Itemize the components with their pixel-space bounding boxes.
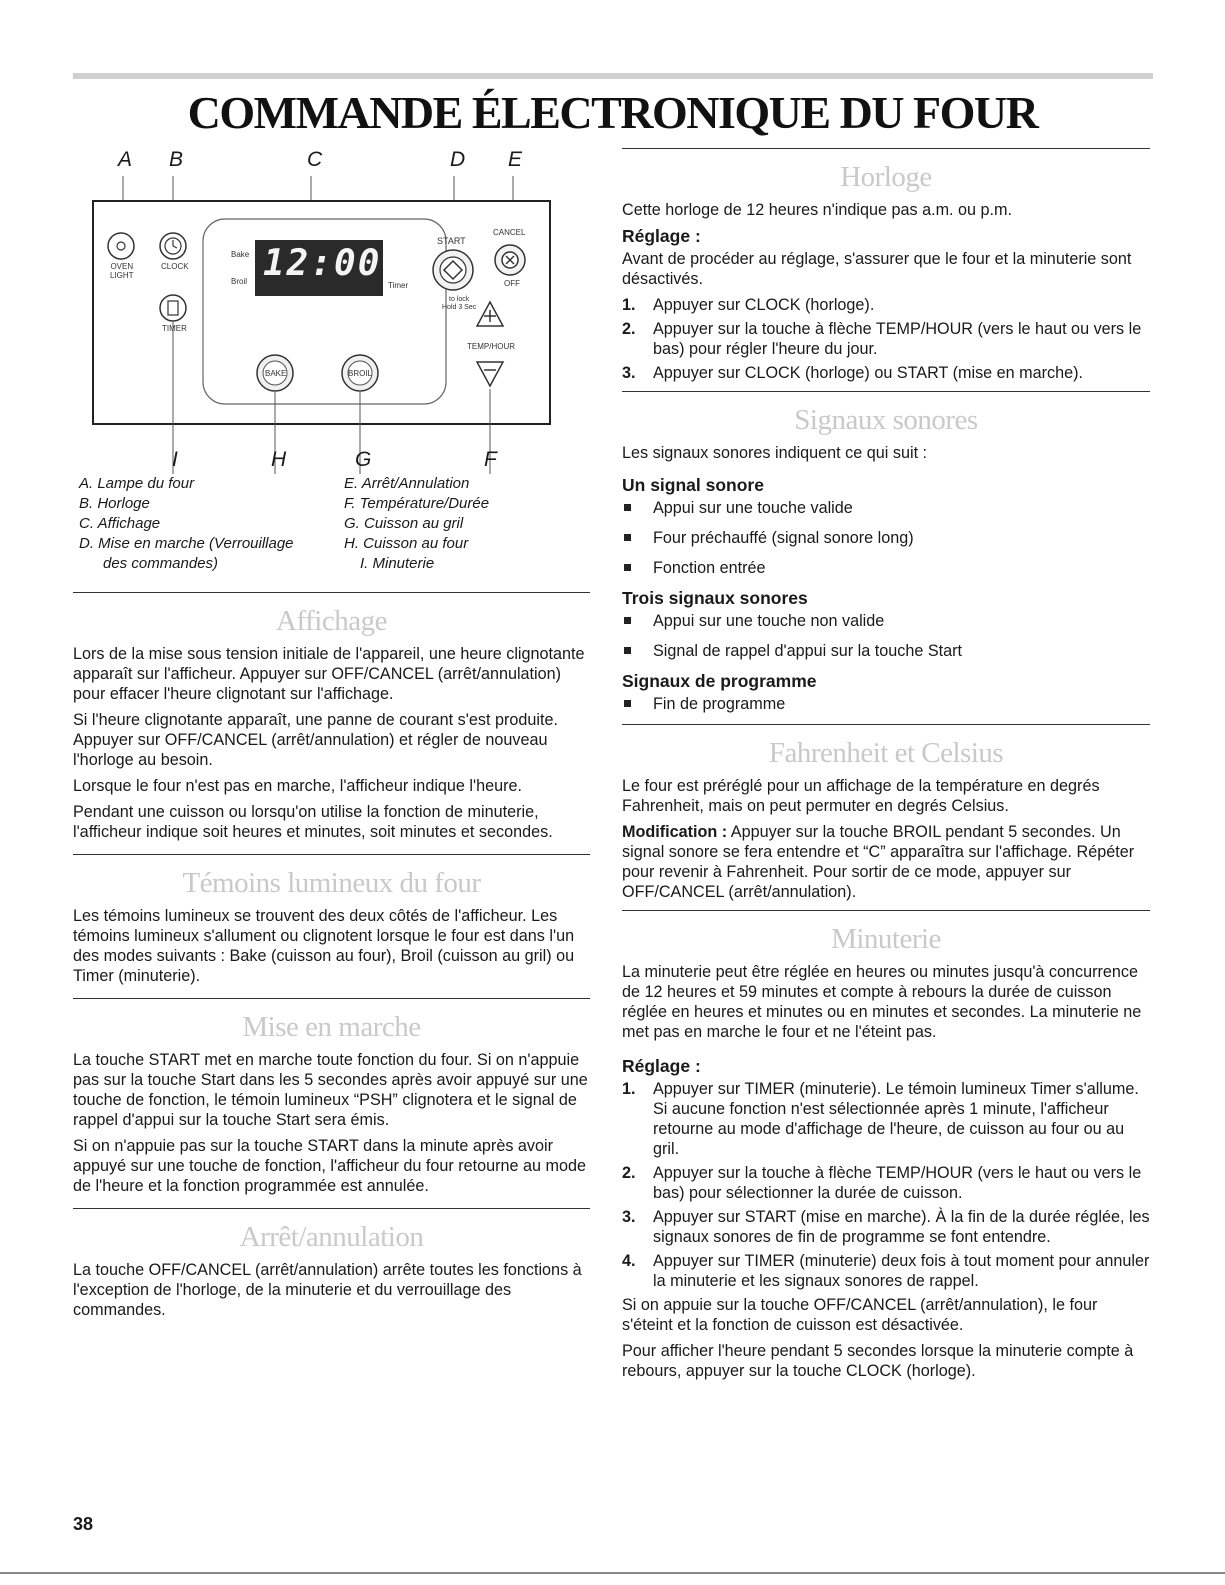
page-title: COMMANDE ÉLECTRONIQUE DU FOUR — [187, 87, 1038, 138]
list-item: Fin de programme — [622, 694, 1150, 714]
paragraph: Si on appuie sur la touche OFF/CANCEL (arrêt/annulation), le four s'éteint et la fonction de cuisson est désactivée. — [622, 1296, 1098, 1334]
section-rule — [73, 998, 590, 999]
temp-hour-label: TEMP/HOUR — [467, 342, 515, 351]
cancel-label: CANCEL — [493, 228, 526, 237]
section-rule — [73, 1208, 590, 1209]
legend-left: A. Lampe du four B. Horloge C. Affichage D. Mise en marche (Verrouillage des commandes) — [79, 475, 294, 572]
section-title-horloge: Horloge — [840, 161, 932, 193]
section-rule — [73, 854, 590, 855]
paragraph: Cette horloge de 12 heures n'indique pas a.m. ou p.m. — [622, 201, 1013, 219]
lock-label: to lock Hold 3 Sec — [442, 296, 477, 311]
clock-label: CLOCK — [161, 262, 189, 271]
section-title-signaux: Signaux sonores — [794, 404, 978, 436]
right-column — [622, 148, 1150, 1387]
bullet-list — [622, 498, 1150, 578]
callout-letter-e: E — [508, 148, 523, 171]
page-number: 38 — [73, 1514, 94, 1534]
legend-right: E. Arrêt/Annulation F. Température/Durée G. Cuisson au gril H. Cuisson au four I. Minuterie — [344, 475, 490, 572]
list-item: Fonction entrée — [622, 558, 1150, 578]
callout-letter-b: B — [169, 148, 184, 171]
steps-list — [622, 295, 1150, 383]
paragraph: La minuterie peut être réglée en heures ou minutes jusqu'à concurrence de 12 heures et 59 minutes et compte à rebours la durée de cuisson réglée en heures et minutes ou en minutes et secondes. La minuterie ne met pas en marche le four et ne l'éteint pas. — [622, 963, 1142, 1041]
list-item: 1. Appuyer sur CLOCK (horloge). — [622, 296, 875, 314]
section-title-fahrenheit: Fahrenheit et Celsius — [768, 737, 1004, 769]
callout-letter-a: A — [118, 148, 133, 171]
bottom-rule — [0, 1572, 1225, 1574]
paragraph: Lorsque le four n'est pas en marche, l'afficheur indique l'heure. — [73, 777, 523, 795]
subheading: Réglage : — [622, 1056, 701, 1076]
start-label: START — [437, 236, 466, 246]
list-item: Signal de rappel d'appui sur la touche Start — [622, 641, 1150, 661]
paragraph: Si on n'appuie pas sur la touche START dans la minute après avoir appuyé sur une touche de fonction, l'afficheur du four retourne au mode de l'heure et la fonction programmée est annulée. — [73, 1137, 587, 1195]
list-item: 4. Appuyer sur TIMER (minuterie) deux fois à tout moment pour annuler la minuterie et les signaux sonores de rappel. — [622, 1252, 1150, 1290]
paragraph: Les témoins lumineux se trouvent des deux côtés de l'afficheur. Les témoins lumineux s'allument ou clignotent lorsque le four est dans l'un des modes suivants : Bake (cuisson au four), Broil (cuisson au gril) ou Timer (minuterie). — [73, 907, 575, 985]
paragraph: Pour afficher l'heure pendant 5 secondes lorsque la minuterie compte à rebours, appuyer sur la touche CLOCK (horloge). — [622, 1342, 1134, 1380]
broil-indicator: Broil — [231, 277, 248, 286]
subheading: Réglage : — [622, 226, 701, 246]
section-rule — [622, 910, 1150, 911]
bullet-list — [622, 611, 1150, 661]
section-rule — [73, 592, 590, 593]
section-title-arret: Arrêt/annulation — [239, 1221, 424, 1253]
list-item: Four préchauffé (signal sonore long) — [622, 528, 1150, 548]
paragraph: La touche OFF/CANCEL (arrêt/annulation) arrête toutes les fonctions à l'exception de l'horloge, de la minuterie et du verrouillage des commandes. — [73, 1261, 582, 1319]
callout-letter-i: I — [172, 448, 178, 471]
paragraph: Pendant une cuisson ou lorsqu'on utilise la fonction de minuterie, l'afficheur indique soit heures et minutes, soit minutes et secondes. — [73, 803, 553, 841]
paragraph: Si l'heure clignotante apparaît, une panne de courant s'est produite. Appuyer sur OFF/CANCEL (arrêt/annulation) et régler de nouveau l'horloge au besoin. — [73, 711, 558, 769]
section-rule — [622, 148, 1150, 149]
paragraph: Avant de procéder au réglage, s'assurer que le four et la minuterie sont désactivés. — [622, 250, 1132, 288]
callout-letter-d: D — [450, 148, 466, 171]
paragraph: Lors de la mise sous tension initiale de l'appareil, une heure clignotante apparaît sur l'afficheur. Appuyer sur OFF/CANCEL (arrêt/annulation) pour effacer l'heure clignotant sur l'affichage. — [73, 645, 585, 703]
broil-button-label: BROIL — [348, 369, 373, 378]
section-rule — [622, 391, 1150, 392]
subheading: Un signal sonore — [622, 475, 764, 495]
callout-letter-f: F — [484, 448, 497, 471]
callout-letter-g: G — [355, 448, 372, 471]
section-title-affichage: Affichage — [276, 605, 387, 637]
list-item: 3. Appuyer sur START (mise en marche). À la fin de la durée réglée, les signaux sonores de fin de programme se font entendre. — [622, 1208, 1150, 1246]
control-panel-diagram — [73, 148, 590, 578]
steps-list — [622, 1079, 1150, 1291]
callout-letter-c: C — [307, 148, 323, 171]
list-item: Appui sur une touche valide — [622, 498, 1150, 518]
off-label: OFF — [504, 279, 520, 288]
panel-drawing — [73, 174, 590, 474]
left-column — [73, 592, 590, 1326]
paragraph: La touche START met en marche toute fonction du four. Si on n'appuie pas sur la touche Start dans les 5 secondes après avoir appuyé sur une touche de fonction, le témoin lumineux “PSH” clignotera et le signal de rappel d'appui sur la touche Start sera émis. — [73, 1051, 588, 1129]
list-item: 2. Appuyer sur la touche à flèche TEMP/HOUR (vers le haut ou vers le bas) pour sélectionner la durée de cuisson. — [622, 1164, 1142, 1202]
top-rule — [73, 73, 1153, 79]
subheading: Signaux de programme — [622, 671, 817, 691]
timer-label: TIMER — [162, 324, 187, 333]
timer-indicator: Timer — [388, 281, 409, 290]
callout-letter-h: H — [271, 448, 287, 471]
list-item: Appui sur une touche non valide — [622, 611, 1150, 631]
paragraph: Les signaux sonores indiquent ce qui suit : — [622, 444, 928, 462]
paragraph: Modification : Appuyer sur la touche BROIL pendant 5 secondes. Un signal sonore se fera entendre et “C” apparaîtra sur l'affichage. Répéter pour revenir à Fahrenheit. Pour sortir de ce mode, appuyer sur OFF/CANCEL (arrêt/annulation). — [622, 823, 1135, 901]
paragraph: Le four est préréglé pour un affichage de la température en degrés Fahrenheit, mais on peut permuter en degrés Celsius. — [622, 777, 1100, 815]
section-rule — [622, 724, 1150, 725]
bake-indicator: Bake — [231, 250, 250, 259]
display-readout: 12:00 — [263, 243, 382, 284]
section-title-mise-en-marche: Mise en marche — [242, 1011, 421, 1043]
list-item: 3. Appuyer sur CLOCK (horloge) ou START (mise en marche). — [622, 364, 1084, 382]
section-title-minuterie: Minuterie — [831, 923, 941, 955]
bullet-list — [622, 694, 1150, 714]
list-item: 1. Appuyer sur TIMER (minuterie). Le témoin lumineux Timer s'allume. Si aucune fonction n'est sélectionnée après 1 minute, l'afficheur retourne au mode d'affichage de l'heure, de cuisson au four ou au gril. — [622, 1080, 1139, 1158]
section-title-temoins: Témoins lumineux du four — [182, 867, 481, 899]
modification-label: Modification : — [622, 823, 728, 841]
subheading: Trois signaux sonores — [622, 588, 808, 608]
bake-button-label: BAKE — [265, 369, 287, 378]
list-item: 2. Appuyer sur la touche à flèche TEMP/HOUR (vers le haut ou vers le bas) pour régler l'heure du jour. — [622, 320, 1142, 358]
oven-light-label: OVEN LIGHT — [110, 262, 134, 280]
